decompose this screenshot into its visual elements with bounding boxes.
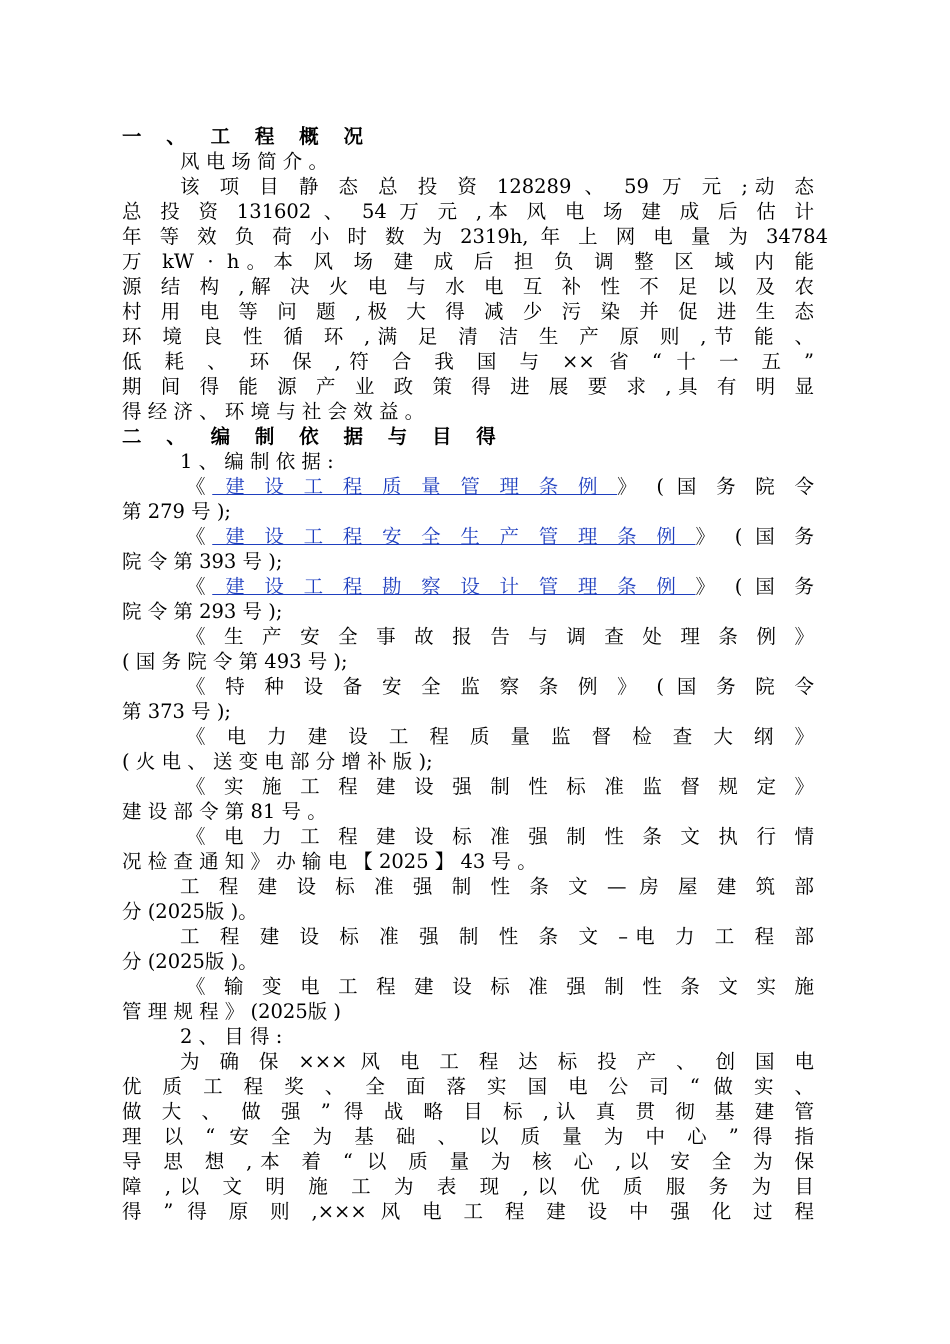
paragraph-line: 总 投 资 131602 、 54 万 元 ,本 风 电 场 建 成 后 估 计 <box>122 200 814 223</box>
paragraph-line: 第 279 号 ); <box>122 500 231 523</box>
regulation-open: 《 <box>186 525 213 548</box>
paragraph-line: 第 373 号 ); <box>122 700 231 723</box>
regulation-line <box>186 574 814 599</box>
paragraph-line: 《 电 力 建 设 工 程 质 量 监 督 检 查 大 纲 》 <box>186 725 814 748</box>
paragraph-line: 院 令 第 393 号 ); <box>122 550 283 573</box>
paragraph-line: ( 国 务 院 令 第 493 号 ); <box>122 650 348 673</box>
section2-heading: 二 、 编 制 依 据 与 目 得 <box>122 425 505 448</box>
paragraph-line: 《 电 力 工 程 建 设 标 准 强 制 性 条 文 执 行 情 <box>186 825 814 848</box>
regulation-link-safety[interactable]: 建 设 工 程 安 全 生 产 管 理 条 例 <box>212 525 696 548</box>
regulation-open: 《 <box>186 475 213 498</box>
paragraph-line: 期 间 得 能 源 产 业 政 策 得 进 展 要 求 ,具 有 明 显 <box>122 375 814 398</box>
paragraph-line: 做 大 、 做 强 ” 得 战 略 目 标 ,认 真 贯 彻 基 建 管 <box>122 1100 814 1123</box>
paragraph-line: 得 经 济 、 环 境 与 社 会 效 益 。 <box>122 400 425 423</box>
paragraph-line: 管 理 规 程 》 (2025版 ) <box>122 1000 342 1023</box>
paragraph-line: 得 ” 得 原 则 ,××× 风 电 工 程 建 设 中 强 化 过 程 <box>122 1200 814 1223</box>
regulation-open: 《 <box>186 575 213 598</box>
paragraph-line: 况 检 查 通 知 》 办 输 电 【 2025 】 43 号 。 <box>122 850 537 873</box>
paragraph-line: 工 程 建 设 标 准 强 制 性 条 文 –电 力 工 程 部 <box>180 925 814 948</box>
regulation-link-survey[interactable]: 建 设 工 程 勘 察 设 计 管 理 条 例 <box>212 575 696 598</box>
paragraph-line: 环 境 良 性 循 环 ,满 足 清 洁 生 产 原 则 ,节 能 、 <box>122 325 814 348</box>
purpose-title: 2 、 目 得 : <box>180 1025 283 1048</box>
paragraph-line: 优 质 工 程 奖 、 全 面 落 实 国 电 公 司 “ 做 实 、 <box>122 1075 814 1098</box>
paragraph-line: 低 耗 、 环 保 ,符 合 我 国 与 ×× 省 “ 十 一 五 ” <box>122 350 814 373</box>
paragraph-line: 村 用 电 等 问 题 ,极 大 得 减 少 污 染 并 促 进 生 态 <box>122 300 814 323</box>
basis-title: 1 、 编 制 依 据 : <box>180 450 334 473</box>
paragraph-line: 《 特 种 设 备 安 全 监 察 条 例 》 ( 国 务 院 令 <box>186 675 814 698</box>
paragraph-line: 分 (2025版 )。 <box>122 950 258 973</box>
paragraph-line: 导 思 想 ,本 着 “ 以 质 量 为 核 心 ,以 安 全 为 保 <box>122 1150 814 1173</box>
regulation-line <box>186 524 814 549</box>
paragraph-line: 风 电 场 简 介 。 <box>180 150 328 173</box>
regulation-link-quality[interactable]: 建 设 工 程 质 量 管 理 条 例 <box>212 475 618 498</box>
paragraph-line: 《 实 施 工 程 建 设 强 制 性 标 准 监 督 规 定 》 <box>186 775 814 798</box>
regulation-issuer: 》 ( 国 务 院 令 <box>617 475 814 498</box>
paragraph-line: 该 项 目 静 态 总 投 资 128289 、 59 万 元 ;动 态 <box>180 175 814 198</box>
regulation-issuer: 》 ( 国 务 <box>695 575 814 598</box>
paragraph-line: 万 kW · h。本 风 场 建 成 后 担 负 调 整 区 域 内 能 <box>122 250 814 273</box>
regulation-line <box>186 474 814 499</box>
paragraph-line: ( 火 电 、 送 变 电 部 分 增 补 版 ); <box>122 750 433 773</box>
paragraph-line: 年 等 效 负 荷 小 时 数 为 2319h, 年 上 网 电 量 为 34784 <box>122 225 828 248</box>
paragraph-line: 分 (2025版 )。 <box>122 900 258 923</box>
paragraph-line: 障 ,以 文 明 施 工 为 表 现 ,以 优 质 服 务 为 目 <box>122 1175 814 1198</box>
section1-heading: 一 、 工 程 概 况 <box>122 125 372 148</box>
paragraph-line: 院 令 第 293 号 ); <box>122 600 283 623</box>
paragraph-line: 建 设 部 令 第 81 号 。 <box>122 800 327 823</box>
paragraph-line: 工 程 建 设 标 准 强 制 性 条 文 — 房 屋 建 筑 部 <box>180 875 814 898</box>
paragraph-line: 源 结 构 ,解 决 火 电 与 水 电 互 补 性 不 足 以 及 农 <box>122 275 814 298</box>
paragraph-line: 《 输 变 电 工 程 建 设 标 准 强 制 性 条 文 实 施 <box>186 975 814 998</box>
paragraph-line: 理 以 “ 安 全 为 基 础 、 以 质 量 为 中 心 ” 得 指 <box>122 1125 814 1148</box>
paragraph-line: 为 确 保 ××× 风 电 工 程 达 标 投 产 、 创 国 电 <box>180 1050 814 1073</box>
regulation-issuer: 》 ( 国 务 <box>695 525 814 548</box>
paragraph-line: 《 生 产 安 全 事 故 报 告 与 调 查 处 理 条 例 》 <box>186 625 814 648</box>
